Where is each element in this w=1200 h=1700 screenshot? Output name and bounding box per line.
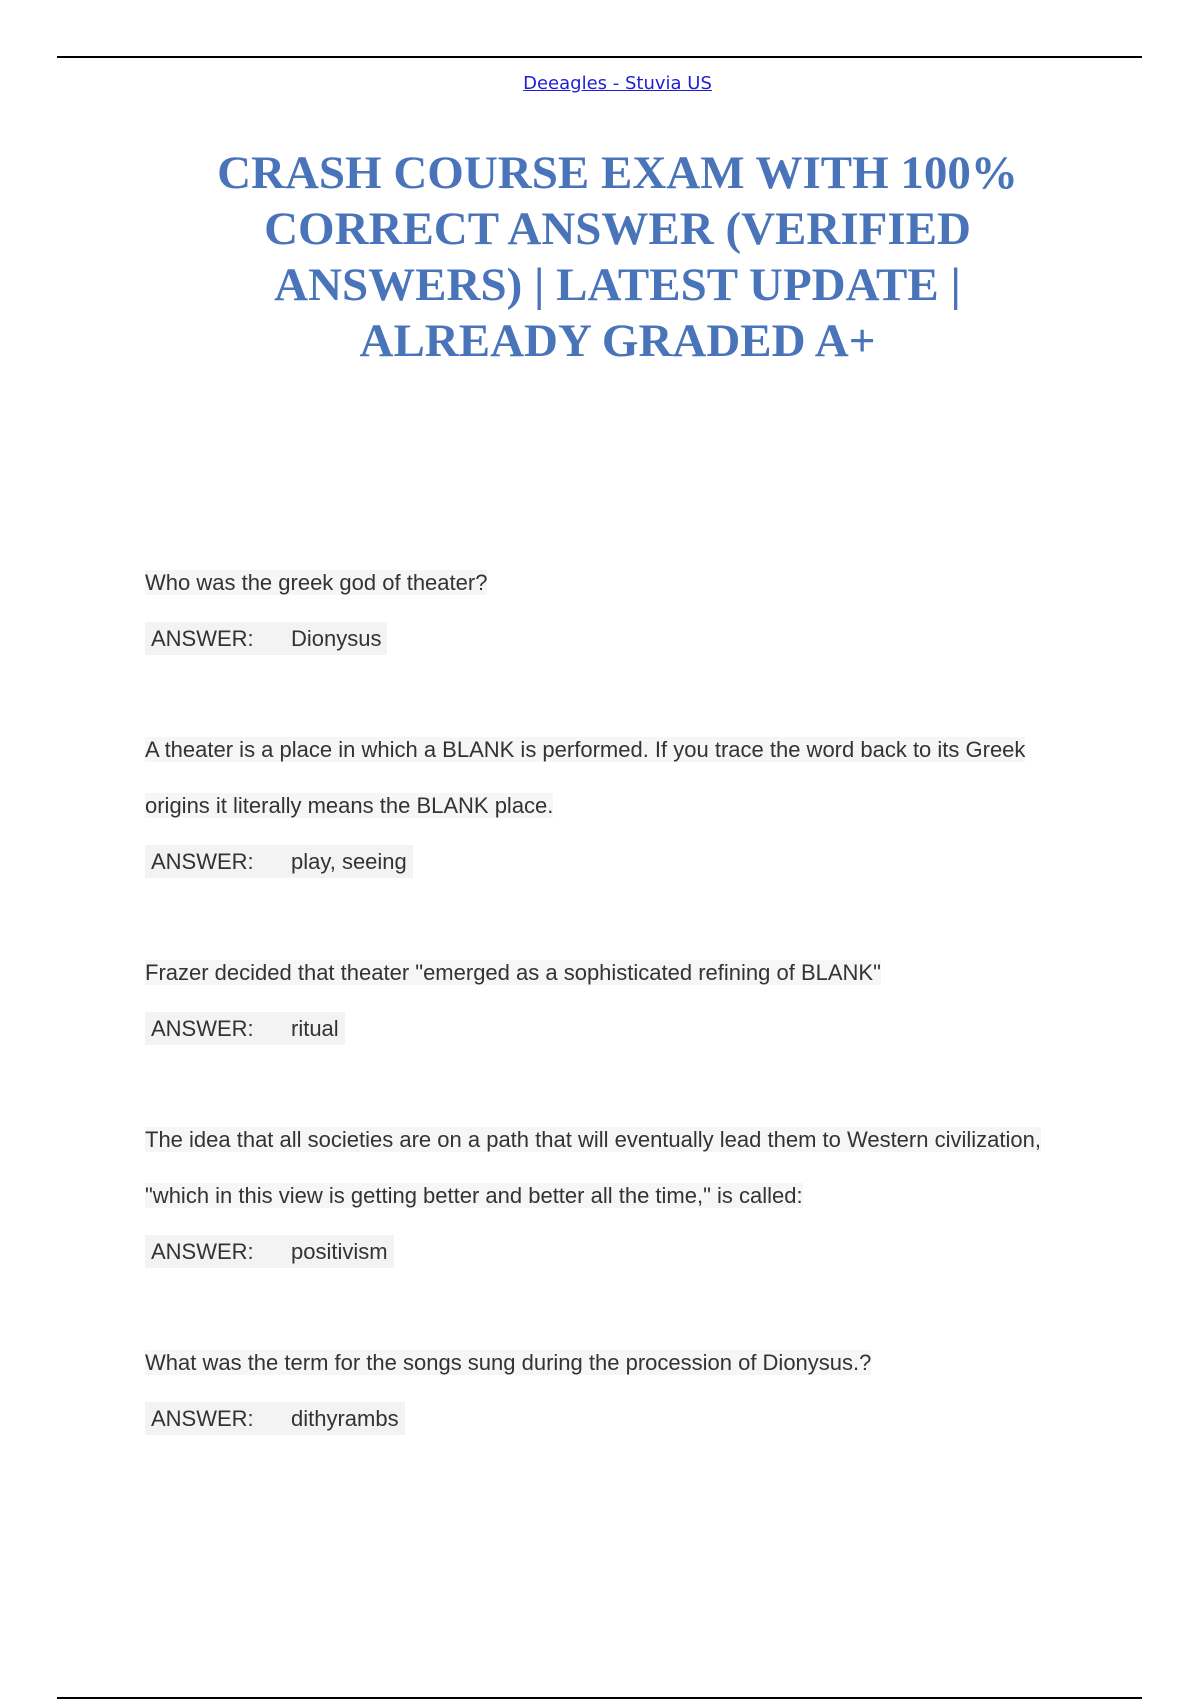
question-text: What was the term for the songs sung during the procession of Dionysus.? xyxy=(145,1350,872,1375)
question-text: Frazer decided that theater "emerged as a sophisticated refining of BLANK" xyxy=(145,960,881,985)
qa-item xyxy=(145,1112,1075,1280)
bottom-rule xyxy=(57,1697,1142,1699)
qa-item xyxy=(145,722,1075,890)
answer-line xyxy=(145,834,1075,890)
question-text: Who was the greek god of theater? xyxy=(145,570,488,595)
top-rule xyxy=(57,56,1142,58)
qa-item xyxy=(145,1335,1075,1447)
answer-text: positivism xyxy=(291,1239,388,1264)
question-text: The idea that all societies are on a path that will eventually lead them to Western civilization, "which in this view is getting better and better all the time," is called: xyxy=(145,1127,1041,1208)
qa-item xyxy=(145,555,1075,667)
answer-text: play, seeing xyxy=(291,849,407,874)
answer-line xyxy=(145,1001,1075,1057)
qa-item xyxy=(145,945,1075,1057)
qa-list xyxy=(145,555,1075,1502)
answer-label: ANSWER: xyxy=(151,1239,254,1264)
answer-label: ANSWER: xyxy=(151,849,254,874)
answer-label: ANSWER: xyxy=(151,1406,254,1431)
answer-line xyxy=(145,611,1075,667)
answer-label: ANSWER: xyxy=(151,1016,254,1041)
answer-line xyxy=(145,1224,1075,1280)
answer-text: Dionysus xyxy=(291,626,382,651)
answer-line xyxy=(145,1391,1075,1447)
document-title: CRASH COURSE EXAM WITH 100% CORRECT ANSWER (VERIFIED ANSWERS) | LATEST UPDATE | ALREADY GRADED A+ xyxy=(217,147,1018,367)
answer-label: ANSWER: xyxy=(151,626,254,651)
answer-text: dithyrambs xyxy=(291,1406,399,1431)
question-text: A theater is a place in which a BLANK is performed. If you trace the word back to its Greek origins it literally means the BLANK place. xyxy=(145,737,1026,818)
answer-text: ritual xyxy=(291,1016,339,1041)
header-source-link[interactable]: Deeagles - Stuvia US xyxy=(523,73,712,94)
